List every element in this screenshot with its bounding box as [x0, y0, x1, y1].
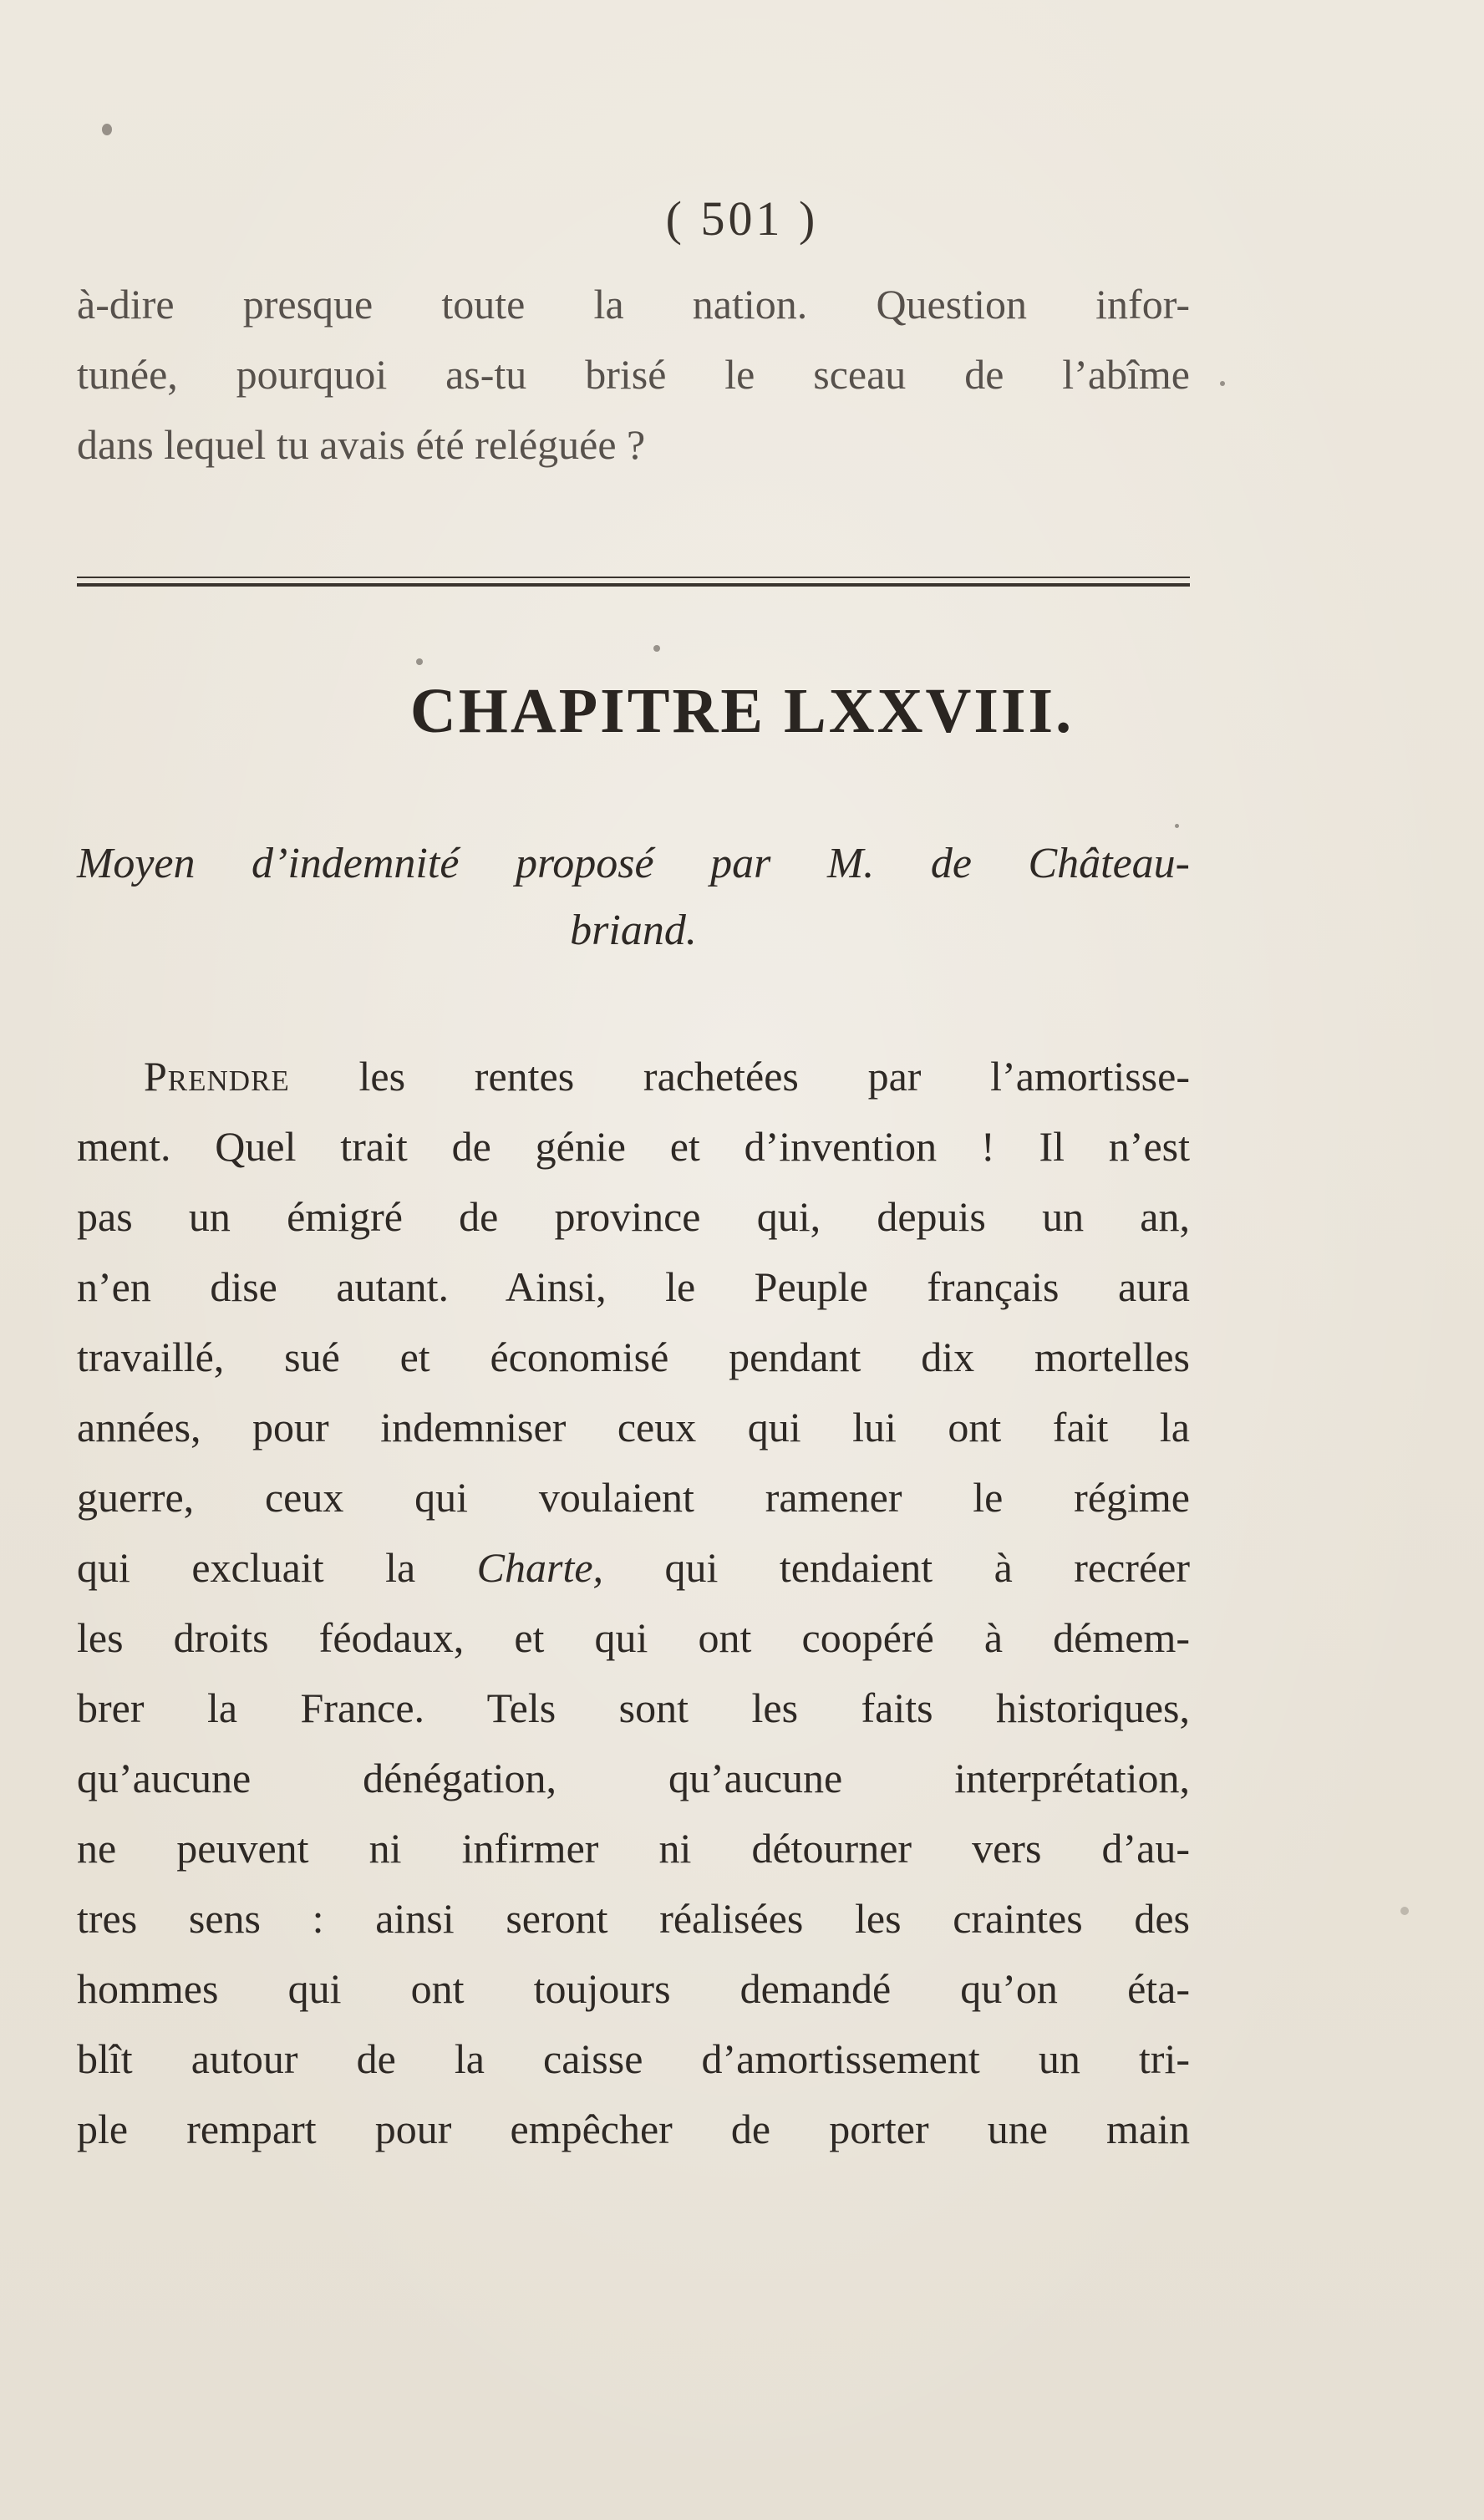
body-paragraph — [77, 1041, 1190, 2164]
subtitle-line: briand. — [570, 907, 697, 954]
ink-speck — [1175, 824, 1179, 828]
divider-thick-line — [77, 583, 1190, 587]
chapter-heading: CHAPITRE LXXVIII. — [409, 676, 1075, 746]
page-number: ( 501 ) — [665, 191, 819, 246]
text-fragment: qui tendaient à recréer — [603, 1544, 1190, 1591]
text-line: pas un émigré de province qui, depuis un an, — [77, 1193, 1190, 1240]
text-line: les droits féodaux, et qui ont coopéré à démem- — [77, 1614, 1190, 1661]
text-line: à-dire presque toute la nation. Question infor- — [77, 281, 1190, 328]
text-line: travaillé, sué et économisé pendant dix mortelles — [77, 1334, 1190, 1380]
text-line: ne peuvent ni infirmer ni détourner vers d’au- — [77, 1825, 1190, 1872]
text-line: qu’aucune dénégation, qu’aucune interprétation, — [77, 1755, 1190, 1801]
text-line: tunée, pourquoi as-tu brisé le sceau de l’abîme — [77, 351, 1190, 398]
ink-speck — [1220, 381, 1225, 386]
text-line: brer la France. Tels sont les faits historiques, — [77, 1684, 1190, 1731]
text-line: n’en dise autant. Ainsi, le Peuple français aura — [77, 1263, 1190, 1310]
ink-speck — [653, 645, 660, 652]
text-line: années, pour indemniser ceux qui lui ont fait la — [77, 1404, 1190, 1451]
text-line: ment. Quel trait de génie et d’invention ! Il n’est — [77, 1123, 1190, 1170]
divider-thin-line — [77, 577, 1190, 578]
text-line: blît autour de la caisse d’amortissement un tri- — [77, 2035, 1190, 2082]
text-line: tres sens : ainsi seront réalisées les craintes des — [77, 1895, 1190, 1942]
text-line — [77, 1532, 1190, 1603]
ink-speck — [416, 658, 423, 665]
text-line: hommes qui ont toujours demandé qu’on éta- — [77, 1965, 1190, 2012]
section-divider — [77, 577, 1190, 590]
text-line: guerre, ceux qui voulaient ramener le régime — [77, 1474, 1190, 1521]
ink-speck — [102, 124, 112, 135]
text-fragment: les rentes rachetées par l’amortisse- — [289, 1053, 1190, 1100]
opening-word: Prendre — [144, 1053, 290, 1100]
subtitle-line: Moyen d’indemnité proposé par M. de Château- — [77, 840, 1190, 887]
text-line — [77, 1041, 1190, 1111]
text-line: dans lequel tu avais été reléguée ? — [77, 421, 646, 468]
ink-speck — [1400, 1907, 1409, 1915]
chapter-subtitle — [77, 831, 1190, 964]
carryover-paragraph — [77, 269, 1190, 480]
text-fragment: qui excluait la — [77, 1544, 477, 1591]
text-line: ple rempart pour empêcher de porter une main — [77, 2106, 1190, 2152]
italic-term: Charte, — [476, 1544, 604, 1591]
